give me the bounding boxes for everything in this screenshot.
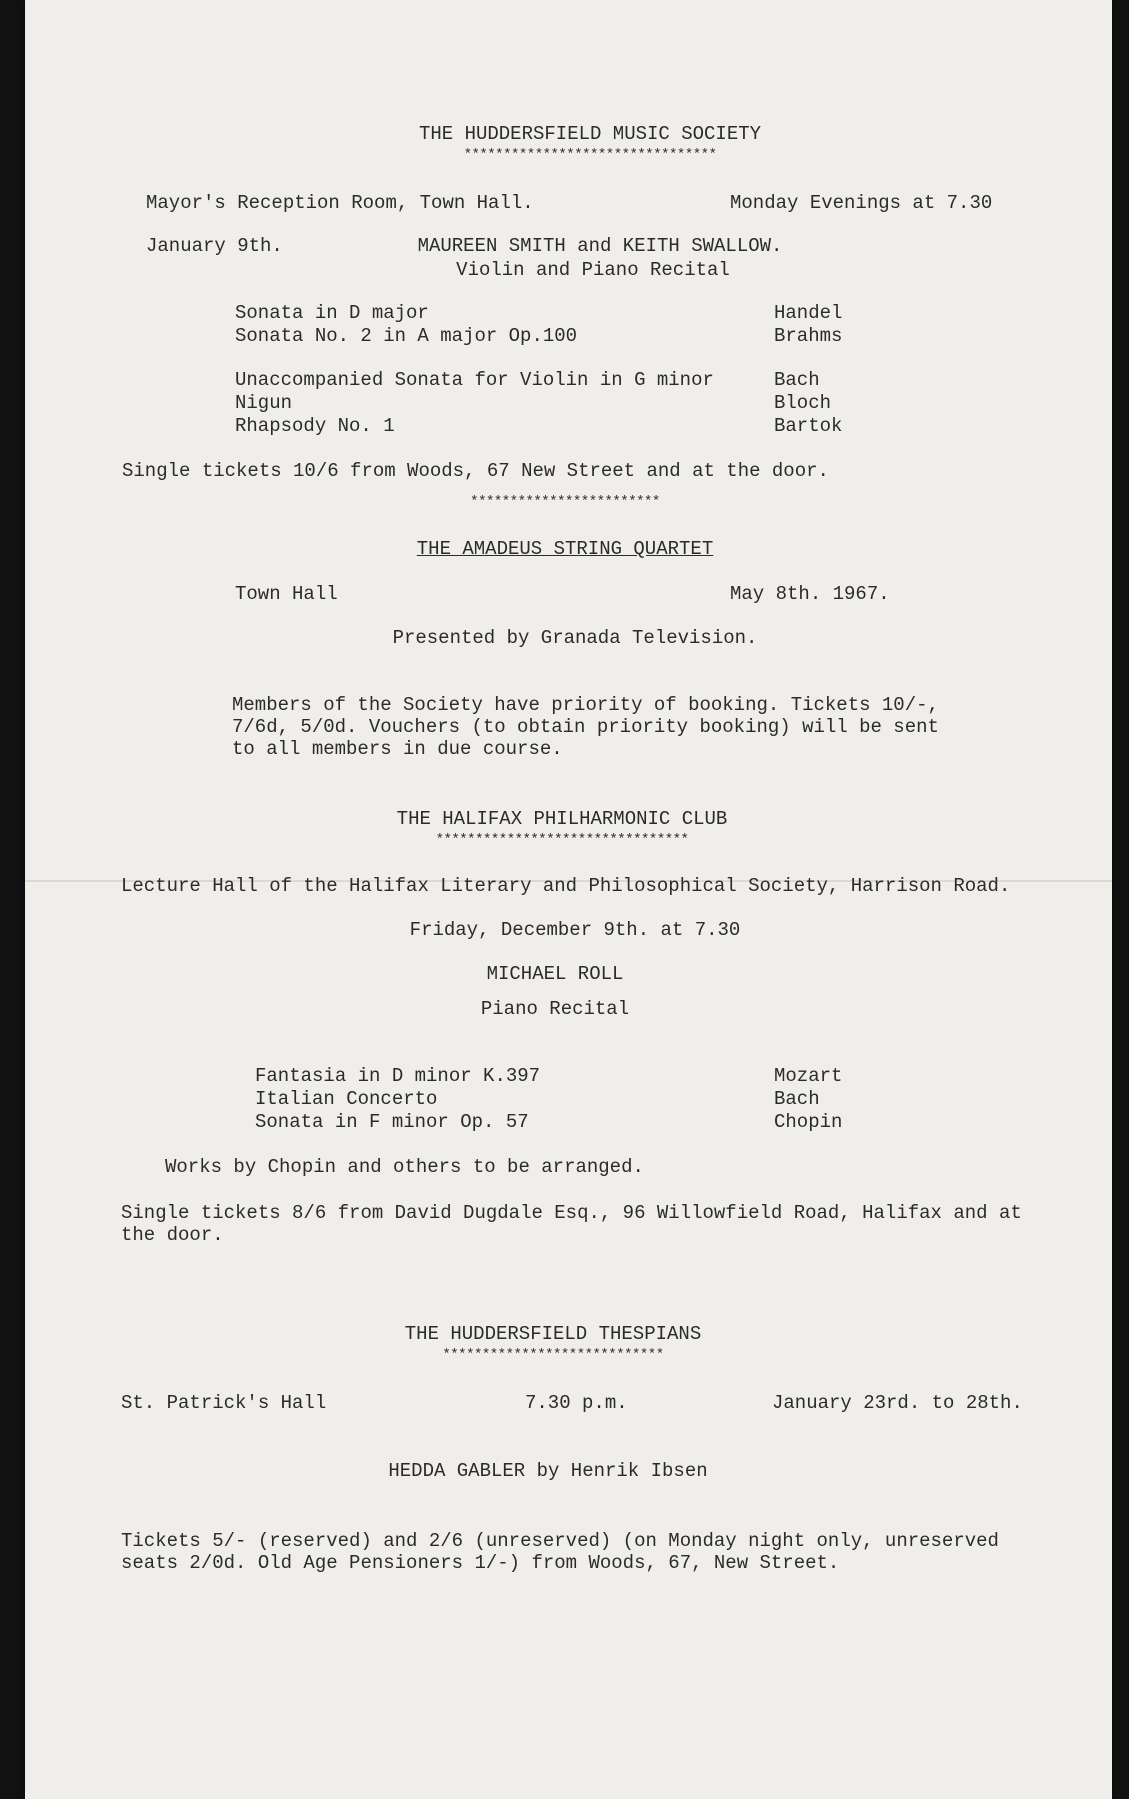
music-society-venue: Mayor's Reception Room, Town Hall.: [146, 192, 534, 214]
program-work: Sonata No. 2 in A major Op.100: [235, 325, 578, 347]
recital-type: Violin and Piano Recital: [456, 259, 730, 281]
thespians-time: 7.30 p.m.: [525, 1392, 628, 1414]
amadeus-booking-note: Members of the Society have priority of booking. Tickets 10/-, 7/6d, 5/0d. Vouchers (to obtain priority booking) will be sent to all members in due course.: [232, 694, 939, 760]
thespians-tickets: Tickets 5/- (reserved) and 2/6 (unreserved) (on Monday night only, unreserved seats 2/0d. Old Age Pensioners 1/-) from Woods, 67, New Street.: [121, 1530, 999, 1574]
halifax-works-note: Works by Chopin and others to be arranged.: [165, 1156, 644, 1178]
halifax-tickets: Single tickets 8/6 from David Dugdale Esq., 96 Willowfield Road, Halifax and at the door.: [121, 1202, 1022, 1246]
thespians-play: HEDDA GABLER by Henrik Ibsen: [388, 1460, 708, 1482]
program-composers-1: [774, 302, 842, 348]
program-composer: Handel: [774, 302, 843, 324]
halifax-recital-type: Piano Recital: [480, 998, 630, 1020]
program-composer: Brahms: [774, 325, 843, 347]
amadeus-venue: Town Hall: [235, 583, 338, 605]
recital-date: January 9th.: [146, 235, 283, 257]
program-composer: Chopin: [774, 1111, 843, 1133]
halifax-date: Friday, December 9th. at 7.30: [409, 919, 741, 941]
halifax-title: THE HALIFAX PHILHARMONIC CLUB: [396, 808, 728, 830]
program-list-1: [235, 302, 577, 348]
program-work: Sonata in F minor Op. 57: [255, 1111, 529, 1133]
program-composer: Bartok: [774, 415, 843, 437]
title-stars-divider: ********************************: [463, 147, 717, 163]
recital-tickets: Single tickets 10/6 from Woods, 67 New Street and at the door.: [122, 460, 829, 482]
halifax-program-list: [255, 1065, 540, 1134]
program-composer: Mozart: [774, 1065, 843, 1087]
music-society-title: THE HUDDERSFIELD MUSIC SOCIETY: [418, 123, 762, 145]
document-page: [25, 0, 1112, 1799]
program-work: Fantasia in D minor K.397: [255, 1065, 541, 1087]
thespians-venue: St. Patrick's Hall: [121, 1392, 327, 1414]
thespians-stars-divider: ****************************: [442, 1347, 664, 1363]
thespians-dates: January 23rd. to 28th.: [772, 1392, 1023, 1414]
amadeus-date: May 8th. 1967.: [730, 583, 890, 605]
program-work: Italian Concerto: [255, 1088, 438, 1110]
amadeus-presented: Presented by Granada Television.: [392, 627, 758, 649]
recital-performers: MAUREEN SMITH and KEITH SWALLOW.: [417, 235, 783, 257]
program-work: Rhapsody No. 1: [235, 415, 395, 437]
program-composer: Bloch: [774, 392, 832, 414]
halifax-stars-divider: ********************************: [435, 832, 689, 848]
program-work: Nigun: [235, 392, 293, 414]
program-composer: Bach: [774, 369, 820, 391]
halifax-venue: Lecture Hall of the Halifax Literary and Philosophical Society, Harrison Road.: [121, 875, 1011, 897]
program-composer: Bach: [774, 1088, 820, 1110]
program-list-2: [235, 369, 714, 438]
program-work: Unaccompanied Sonata for Violin in G minor: [235, 369, 714, 391]
program-composers-2: [774, 369, 842, 438]
program-work: Sonata in D major: [235, 302, 429, 324]
amadeus-title: THE AMADEUS STRING QUARTET: [416, 538, 714, 560]
thespians-title: THE HUDDERSFIELD THESPIANS: [404, 1323, 702, 1345]
music-society-time: Monday Evenings at 7.30: [730, 192, 993, 214]
section-stars-divider: ************************: [470, 494, 660, 510]
halifax-performer: MICHAEL ROLL: [486, 963, 624, 985]
halifax-program-composers: [774, 1065, 842, 1134]
